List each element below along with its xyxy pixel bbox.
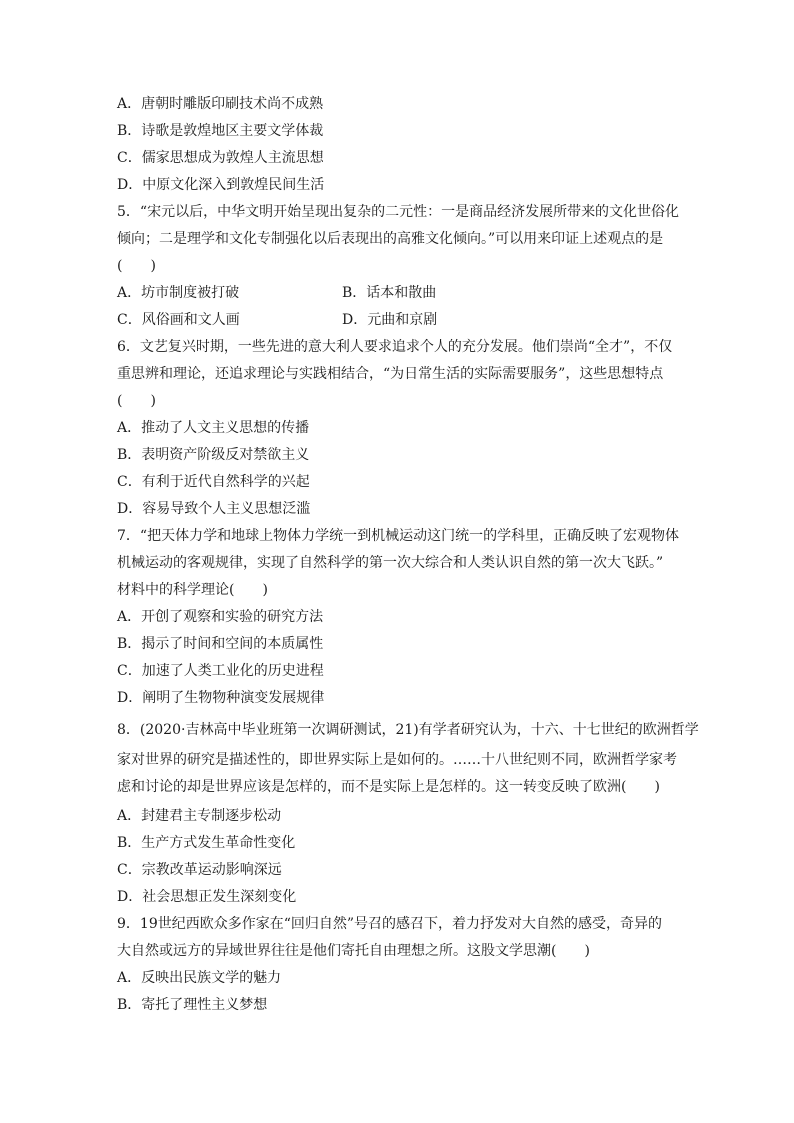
- q9-stem-line-1: 9．19世纪西欧众多作家在“回归自然”号召的感召下，着力抒发对大自然的感受，奇异的: [117, 916, 663, 932]
- q4-option-b: B．诗歌是敦煌地区主要文学体裁: [117, 123, 324, 139]
- q9-option-b: B．寄托了理性主义梦想: [117, 997, 268, 1013]
- q6-option-b: B．表明资产阶级反对禁欲主义: [117, 447, 310, 463]
- q4-option-c: C．儒家思想成为敦煌人主流思想: [117, 150, 324, 166]
- q6-stem-line-1: 6．文艺复兴时期，一些先进的意大利人要求追求个人的充分发展。他们崇尚“全才”，不仅: [117, 339, 673, 355]
- q6-stem-line-2: 重思辨和理论，还追求理论与实践相结合，“为日常生活的实际需要服务”，这些思想特点: [117, 366, 664, 382]
- q8-option-c: C．宗教改革运动影响深远: [117, 862, 282, 878]
- q5-option-d: D．元曲和京剧: [342, 312, 438, 328]
- q8-stem-line-2: 家对世界的研究是描述性的，即世界实际上是如何的。……十八世纪则不同，欧洲哲学家考: [117, 752, 677, 768]
- q7-option-b: B．揭示了时间和空间的本质属性: [117, 636, 324, 652]
- q5-option-c: C．风俗画和文人画: [117, 312, 240, 328]
- q9-stem-line-2: 大自然或远方的异域世界往往是他们寄托自由理想之所。这股文学思潮( ): [117, 943, 590, 959]
- q5-answer-blank: ( ): [117, 258, 156, 274]
- q5-stem-line-1: 5．“宋元以后，中华文明开始呈现出复杂的二元性：一是商品经济发展所带来的文化世俗化: [117, 204, 680, 220]
- q6-option-d: D．容易导致个人主义思想泛滥: [117, 501, 311, 517]
- q5-stem-line-2: 倾向；二是理学和文化专制强化以后表现出的高雅文化倾向。”可以用来印证上述观点的是: [117, 231, 664, 247]
- q6-option-a: A．推动了人文主义思想的传播: [117, 420, 310, 436]
- q8-option-a: A．封建君主专制逐步松动: [117, 808, 282, 824]
- q7-stem-line-2: 机械运动的客观规律，实现了自然科学的第一次大综合和人类认识自然的第一次大飞跃。”: [117, 555, 664, 571]
- q7-option-d: D．阐明了生物物种演变发展规律: [117, 690, 325, 706]
- q7-stem-line-3: 材料中的科学理论( ): [117, 582, 268, 598]
- q4-option-a: A．唐朝时雕版印刷技术尚不成熟: [117, 96, 324, 112]
- q4-option-d: D．中原文化深入到敦煌民间生活: [117, 177, 325, 193]
- q5-option-b: B．话本和散曲: [342, 285, 437, 301]
- q5-option-a: A．坊市制度被打破: [117, 285, 240, 301]
- q9-option-a: A．反映出民族文学的魅力: [117, 970, 282, 986]
- q8-option-d: D．社会思想正发生深刻变化: [117, 889, 297, 905]
- q8-option-b: B．生产方式发生革命性变化: [117, 835, 296, 851]
- q6-answer-blank: ( ): [117, 393, 156, 409]
- q8-stem-line-1: 8．(2020·吉林高中毕业班第一次调研测试，21)有学者研究认为，十六、十七世纪的欧洲哲学: [117, 722, 699, 738]
- q8-stem-line-3: 虑和讨论的却是世界应该是怎样的，而不是实际上是怎样的。这一转变反映了欧洲( ): [117, 779, 660, 795]
- q7-option-c: C．加速了人类工业化的历史进程: [117, 663, 324, 679]
- q6-option-c: C．有利于近代自然科学的兴起: [117, 474, 310, 490]
- q7-option-a: A．开创了观察和实验的研究方法: [117, 609, 324, 625]
- q7-stem-line-1: 7．“把天体力学和地球上物体力学统一到机械运动这门统一的学科里，正确反映了宏观物体: [117, 528, 680, 544]
